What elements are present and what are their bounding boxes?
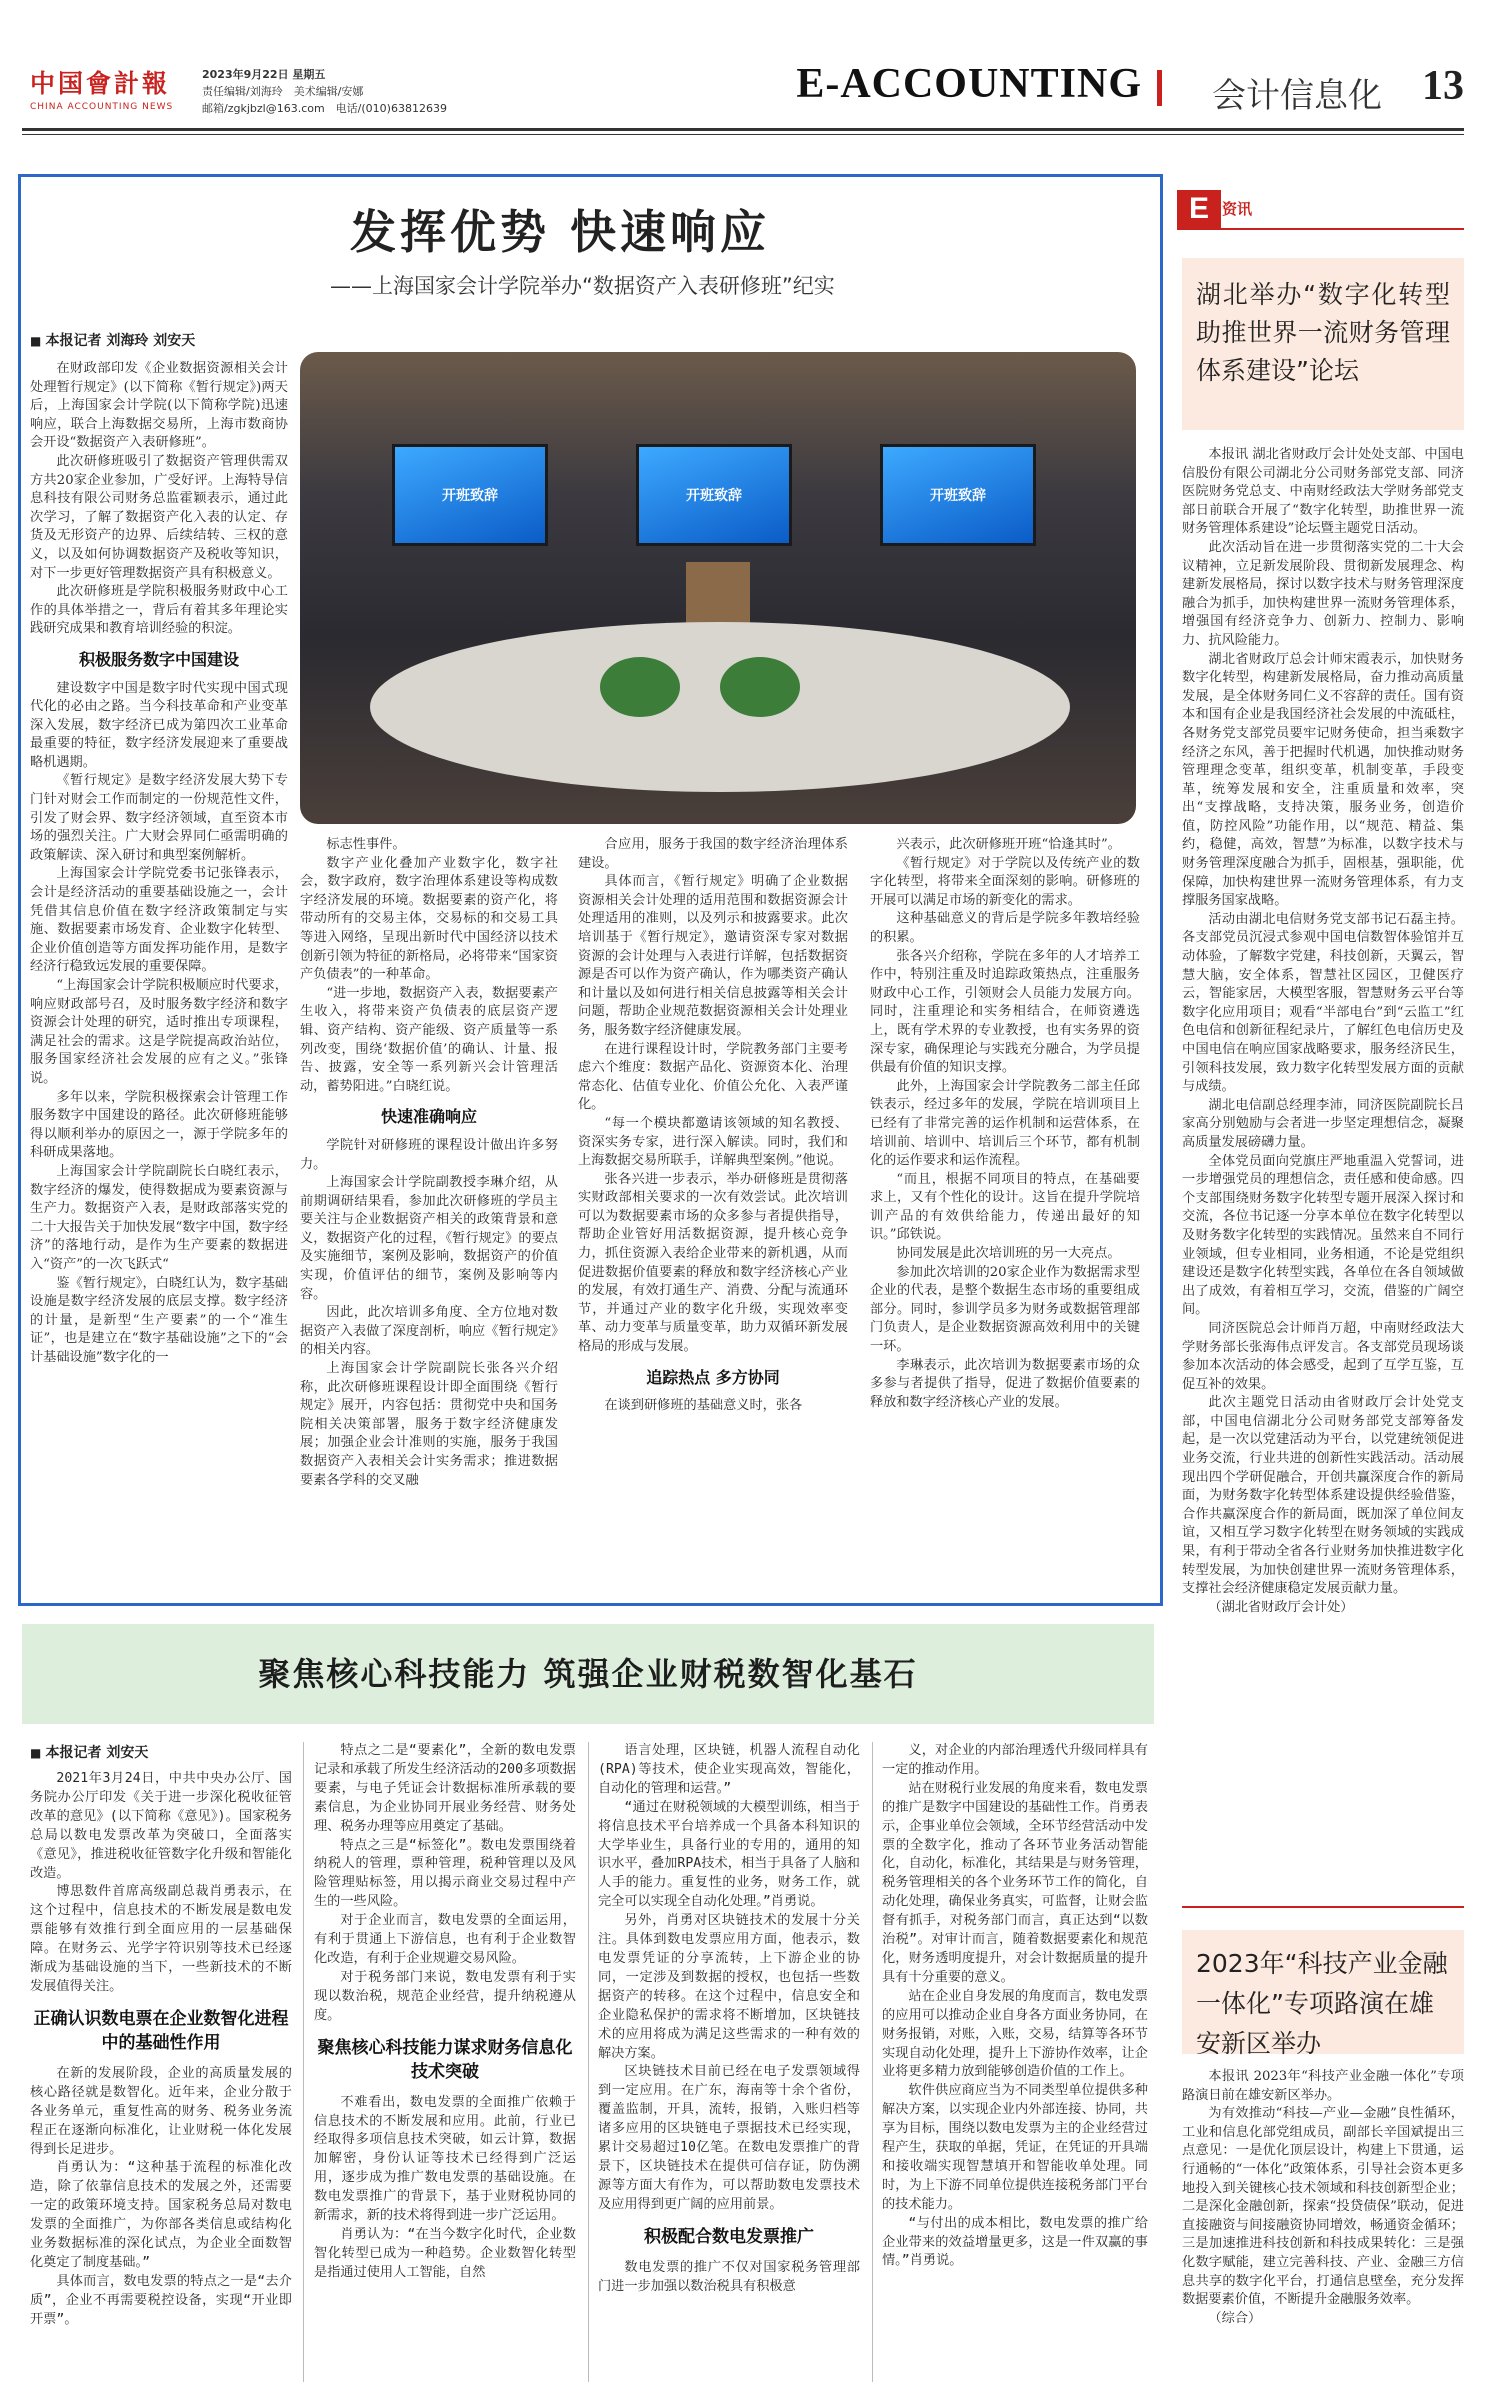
- article2-column-1: [30, 1770, 292, 2330]
- paragraph: 同济医院总会计师肖万超，中南财经政法大学财务部长张海伟点评发言。各支部党员现场谈参加本次活动的体会感受，起到了互学互鉴，互促互补的效果。: [1182, 1320, 1464, 1392]
- paragraph: 因此，此次培训多角度、全方位地对数据资产入表做了深度剖析，响应《暂行规定》的相关内容。: [300, 1305, 558, 1358]
- paragraph: 本报讯 2023年“科技产业金融一体化”专项路演日前在雄安新区举办。: [1182, 2069, 1464, 2103]
- article2-subhead-3: 积极配合数电发票推广: [644, 2226, 814, 2247]
- paragraph: 在新的发展阶段，企业的高质量发展的核心路径就是数智化。近年来，企业分散于各业务单元，重复性高的财务、税务业务流程正在逐渐向标准化，让业财税一体化发展得到长足进步。: [30, 2065, 292, 2157]
- paragraph: 在进行课程设计时，学院教务部门主要考虑六个维度：数据产品化、资源资本化、治理常态化、估值专业化、价值公允化、入表严谨化。: [578, 1041, 848, 1113]
- article1-subhead-1: 积极服务数字中国建设: [78, 649, 239, 669]
- photo-screen-text: 开班致辞: [686, 488, 742, 504]
- paragraph: 对于企业而言，数电发票的全面运用，有利于贯通上下游信息，也有利于企业数智化改造，有利于企业规避交易风险。: [314, 1913, 576, 1966]
- paragraph: 特点之三是“标签化”。数电发票围绕着纳税人的管理，票种管理，税种管理以及风险管理贴标签，用以揭示商业交易过程中产生的一些风险。: [314, 1837, 576, 1910]
- paragraph: 李琳表示，此次培训为数据要素市场的众多参与者提供了指导，促进了数据价值要素的释放和数字经济核心产业的发展。: [870, 1357, 1140, 1410]
- paragraph: 兴表示，此次研修班开班“恰逢其时”。: [896, 837, 1121, 852]
- sidebar-news1-paragraphs: [1182, 446, 1464, 1617]
- paragraph: 此外，上海国家会计学院教务二部主任邱铁表示，经过多年的发展，学院在培训项目上已经有了非常完善的运作机制和运营体系，在培训前、培训中、培训后三个环节，都有机制化的运作要求和运作流程。: [870, 1078, 1140, 1169]
- article2-byline: ■ 本报记者 刘安天: [30, 1742, 148, 1762]
- paragraph: “而且，根据不同项目的特点，在基础要求上，又有个性化的设计。这旨在提升学院培训产品的有效供给能力，传递出最好的知识。”邱铁说。: [870, 1171, 1140, 1243]
- paragraph: 合应用，服务于我国的数字经济治理体系建设。: [578, 837, 848, 871]
- paragraph: 站在企业自身发展的角度而言，数电发票的应用可以推动企业自身各方面业务协同，在财务报销，对账，入账，交易，结算等各环节实现自动化处理，提升上下游协作效率，让企业将更多精力放到能够创造价值的工作上。: [882, 1988, 1148, 2080]
- paragraph: 在财政部印发《企业数据资源相关会计处理暂行规定》(以下简称《暂行规定》)两天后，上海国家会计学院(以下简称学院)迅速响应，联合上海数据交易所，上海市数商协会开设“数据资产入表研修班”。: [30, 361, 288, 451]
- paragraph: 站在财税行业发展的角度来看，数电发票的推广是数字中国建设的基础性工作。肖勇表示，企事业单位会领域，全环节经营活动中发票的全数字化，推动了各环节业务活动智能化，自动化，标准化，其结果是与财务管理，税务管理相关的各个业务环节工作的简化，自动化处理，确保业务真实，可监督，让财会监督有抓手，对税务部门而言，真正达到“以数治税”。对审计而言，随着数据要素化和规范化，财务透明度提升，对会计数据质量的提升具有十分重要的意义。: [882, 1780, 1148, 1985]
- paragraph: 2021年3月24日，中共中央办公厅、国务院办公厅印发《关于进一步深化税收征管改革的意见》(以下简称《意见》)。国家税务总局以数电发票改革为突破口，全面落实《意见》，推进税收征管数字化升级和智能化改造。: [30, 1771, 292, 1881]
- article1-col2-paragraphs: [300, 836, 558, 1096]
- newspaper-logo-en: CHINA ACCOUNTING NEWS: [30, 102, 174, 112]
- paragraph: 上海国家会计学院副院长张各兴介绍称，此次研修班课程设计即全面围绕《暂行规定》展开，内容包括：贯彻党中央和国务院相关决策部署，服务于数字经济健康发展；加强企业会计准则的实施，服务于我国数据资产入表相关会计实务需求；推进数据要素各学科的交叉融: [300, 1361, 558, 1488]
- paragraph: 多年以来，学院积极探索会计管理工作服务数字中国建设的路径。此次研修班能够得以顺利举办的原因之一，源于学院多年的科研成果落地。: [30, 1089, 288, 1161]
- paragraph: “与付出的成本相比，数电发票的推广给企业带来的效益增量更多，这是一件双赢的事情。”肖勇说。: [882, 2215, 1148, 2269]
- paragraph: 具体而言，数电发票的特点之一是“去介质”，企业不再需要税控设备，实现“开业即开票”。: [30, 2273, 292, 2327]
- paragraph: “通过在财税领域的大模型训练，相当于将信息技术平台培养成一个具备本科知识的大学毕业生，具备行业的专用的，通用的知识水平，叠加RPA技术，相当于具备了人脑和人手的能力。重复性的业务，财务工作，就完全可以实现全自动化处理。”肖勇说。: [598, 1799, 860, 1910]
- masthead-rule: [22, 128, 1464, 131]
- paragraph: 张各兴介绍称，学院在多年的人才培养工作中，特别注重及时追踪政策热点，注重服务财政中心工作，引领财会人员能力发展方向。同时，注重理论和实务相结合，在师资遴选上，既有学术界的专业教授，也有实务界的资深专家，确保理论与实践充分融合，为学员提供最有价值的知识支撑。: [870, 948, 1140, 1076]
- article2-title-band: [22, 1624, 1154, 1724]
- masthead: [22, 60, 1464, 128]
- paragraph: 区块链技术目前已经在电子发票领域得到一定应用。在广东，海南等十余个省份，覆盖监制，开具，流转，报销，入账归档等诸多应用的区块链电子票据技术已经实现，累计交易超过10亿笔。在数电发票推广的背景下，区块链技术在提供可信存证，防伪溯源等方面大有作为，可以帮助数电发票技术及应用得到更广阔的应用前景。: [598, 2064, 860, 2212]
- paragraph: 义，对企业的内部治理透代升级同样具有一定的推动作用。: [882, 1743, 1148, 1777]
- article2-col1b-paragraphs: [30, 2065, 292, 2330]
- article1-col1b-paragraphs: [30, 680, 288, 1368]
- article2-col1-paragraphs: [30, 1770, 292, 1997]
- paragraph: 在谈到研修班的基础意义时，张各: [604, 1398, 803, 1414]
- paragraph: 上海国家会计学院副院长白晓红表示，数字经济的爆发，使得数据成为要素资源与生产力。数据资产入表，是财政部落实党的二十大报告关于加快发展“数字中国，数字经济”的落地行动，是作为生产要素的数据进入“资产”的一次飞跃式“: [30, 1163, 288, 1272]
- paragraph: 数字产业化叠加产业数字化，数字社会，数字政府，数字治理体系建设等构成数字经济发展的环境。数据要素的资产化，将带动所有的交易主体，交易标的和交易工具等进入网络，呈现出新时代中国经济以技术创新引领为特征的新格局，必将带来“国家资产负债表”的一种革命。: [300, 855, 558, 983]
- paragraph: 此次研修班是学院积极服务财政中心工作的具体举措之一，背后有着其多年理论实践研究成果和教育培训经验的积淀。: [30, 584, 288, 637]
- article1-col4-paragraphs: [870, 836, 1140, 1412]
- article1-column-2: [300, 836, 558, 1490]
- sidebar-news1-title: 湖北举办“数字化转型助推世界一流财务管理体系建设”论坛: [1196, 280, 1450, 385]
- editor-line: 责任编辑/刘海玲 美术编辑/安娜: [202, 85, 364, 98]
- paragraph: 为有效推动“科技—产业—金融”良性循环，工业和信息化部党组成员，副部长辛国斌提出三点意见：一是优化顶层设计，构建上下贯通，运行通畅的“一体化”政策体系，引导社会资本更多地投入到关键核心技术领域和科技创新型企业；二是深化金融创新，探索“投贷债保”联动，促进直接融资与间接融资协同增效，畅通资金循环；三是加速推进科技创新和科技成果转化：三是强化数字赋能，建立完善科技、产业、金融三方信息共享的数字化平台，打通信息壁垒，充分发挥数据要素价值，不断提升金融服务效率。: [1182, 2106, 1464, 2308]
- paragraph: 此次活动旨在进一步贯彻落实党的二十大会议精神，立足新发展阶段、贯彻新发展理念、构建新发展格局，探讨以数字技术与财务管理深度融合为抓手，加快构建世界一流财务管理体系，增强国有经济竞争力、创新力、控制力、影响力、抗风险能力。: [1182, 539, 1464, 648]
- page-number: 13: [1422, 63, 1464, 109]
- sidebar-news2-title: 2023年“科技产业金融一体化”专项路演在雄安新区举办: [1196, 1949, 1448, 2058]
- paragraph: 《暂行规定》是数字经济发展大势下专门针对财会工作而制定的一份规范性文件，引发了财会界、数字经济领域，直至资本市场的强烈关注。广大财会界同仁亟需明确的政策解读、深入研讨和典型案例解析。: [30, 773, 288, 863]
- news-tag-icon: E: [1177, 190, 1221, 228]
- sidebar-divider: [1182, 1906, 1464, 1908]
- article2-column-4: [882, 1742, 1148, 2271]
- paragraph: “每一个模块都邀请该领域的知名教授、资深实务专家，进行深入解读。同时，我们和上海数据交易所联手，详解典型案例。”他说。: [578, 1115, 848, 1169]
- photo-plants: [720, 657, 800, 717]
- paragraph: 全体党员面向党旗庄严地重温入党誓词，进一步增强党员的理想信念，责任感和使命感。四个支部围绕财务数字化转型专题开展深入探讨和交流，各位书记逐一分享本单位在数字化转型以及财务数字化转型的实践情况。虽然来自不同行业领域，但专业相同，业务相通，不论是党组织建设还是数字化转型实践，各单位在各自领域做出了成效，有着相互学习，交流，借鉴的广阔空间。: [1182, 1153, 1464, 1318]
- paragraph: 此次主题党日活动由省财政厅会计处党支部，中国电信湖北分公司财务部党支部筹备发起，是一次以党建活动为平台，以党建统领促进业务交流，行业共进的创新性实践活动。活动展现出四个学研促融合，开创共赢深度合作的新局面，为财务数字化转型体系建设提供经验借鉴，合作共赢深度合作的新局面，既加深了单位间友谊，又相互学习数字化转型在财务领域的实践成果，有利于带动全省各行业财务加快推进数字化转型发展，为加快创建世界一流财务管理体系，支撑社会经济健康稳定发展贡献力量。: [1182, 1395, 1464, 1597]
- paragraph: 协同发展是此次培训班的另一大亮点。: [896, 1246, 1121, 1262]
- article2-subhead-2: 聚焦核心科技能力谋求财务信息化技术突破: [317, 2037, 573, 2082]
- sidebar-news2-body: [1182, 2068, 1464, 2328]
- article1-col1-paragraphs: [30, 360, 288, 639]
- article2-title: 聚焦核心科技能力 筑强企业财税数智化基石: [258, 1655, 918, 1693]
- paragraph: 《暂行规定》对于学院以及传统产业的数字化转型，将带来全面深刻的影响。研修班的开展可以满足市场的新变化的需求。: [870, 855, 1140, 908]
- paragraph: 这种基础意义的背后是学院多年教培经验的积累。: [870, 911, 1140, 945]
- photo-screen-right: [880, 444, 1036, 546]
- sidebar-news2-title-box: [1182, 1930, 1464, 2058]
- paragraph: “上海国家会计学院积极顺应时代要求，响应财政部号召，及时服务数字经济和数字资源会计处理的研究，适时推出专项课程，满足社会的需求。这是学院提高政治站位，服务国家经济社会发展的应有之义。”张锋说。: [30, 978, 288, 1086]
- article2-subhead-1: 正确认识数电票在企业数智化进程中的基础性作用: [33, 2008, 289, 2053]
- paragraph: 特点之二是“要素化”，全新的数电发票记录和承载了所发生经济活动的200多项数据要素，与电子凭证会计数据标准所承载的要素信息，为企业协同开展业务经营、财务处理、税务办理等应用奠定了基础。: [314, 1743, 576, 1834]
- paragraph: 上海国家会计学院党委书记张锋表示，会计是经济活动的重要基础设施之一，会计凭借其信息价值在数字经济政策制定与实施、数据要素市场发育、企业数字化转型、企业价值创造等方面发挥功能作用，是数字经济行稳致远发展的重要保障。: [30, 866, 288, 975]
- article2-col3-paragraphs: [598, 1742, 860, 2215]
- article2-column-2: [314, 1742, 576, 2283]
- sidebar-news2-paragraphs: [1182, 2068, 1464, 2328]
- news-tag-label: 资讯: [1222, 200, 1253, 218]
- paragraph: 具体而言，《暂行规定》明确了企业数据资源相关会计处理的适用范围和数据资源会计处理适用的准则，以及列示和披露要求。此次培训基于《暂行规定》，邀请资深专家对数据资源的会计处理与入表进行详解，包括数据资源是否可以作为资产确认，作为哪类资产确认和计量以及如何进行相关信息披露等相关会计问题，帮助企业规范数据资源相关会计处理业务，服务数字经济健康发展。: [578, 874, 848, 1038]
- paragraph: 张各兴进一步表示，举办研修班是贯彻落实财政部相关要求的一次有效尝试。此次培训可以为数据要素市场的众多参与者提供指导，帮助企业管好用活数据资源，提升核心竞争力，抓住资源入表给企业带来的新机遇，从而促进数据价值要素的释放和数字经济核心产业的发展，有效打通生产、消费、分配与流通环节，并通过产业的数字化升级，实现效率变革、动力变革与质量变革，助力双循环新发展格局的形成与发展。: [578, 1171, 848, 1355]
- photo-screen-center: [636, 444, 792, 546]
- paragraph: 本报讯 湖北省财政厅会计处处支部、中国电信股份有限公司湖北分公司财务部党支部、同济医院财务党总支、中南财经政法大学财务部党支部日前联合开展了“数字化转型，助推世界一流财务管理体系建设”论坛暨主题党日活动。: [1182, 447, 1464, 537]
- section-divider: [1157, 70, 1162, 106]
- paragraph: 博思数件首席高级副总裁肖勇表示，在这个过程中，信息技术的不断发展是数电发票能够有效推行到全面应用的一层基础保障。在财务云、光学字符识别等技术已经逐渐成为基础设施的当下，一些新技术的不断发展值得关注。: [30, 1884, 292, 1994]
- article2-col3b-paragraphs: [598, 2259, 860, 2297]
- article2-column-3: [598, 1742, 860, 2296]
- paragraph: 学院针对研修班的课程设计做出许多努力。: [300, 1137, 558, 1172]
- masthead-rule-thin: [22, 134, 1464, 135]
- photo-screen-left: [392, 444, 548, 546]
- article1-subhead-2: 快速准确响应: [380, 1107, 477, 1127]
- photo-screen-text: 开班致辞: [930, 488, 986, 504]
- paragraph: 鉴《暂行规定》，白晓红认为，数字基础设施是数字经济发展的底层支撑。数字经济的计量，是新型“生产要素”的一个“准生证”，也是建立在“数字基础设施”之下的“会计基础设施”数字化的一: [30, 1275, 288, 1365]
- issue-date: 2023年9月22日 星期五: [202, 68, 326, 81]
- article2-col2b-paragraphs: [314, 2094, 576, 2283]
- article1-col3-paragraphs: [578, 836, 848, 1357]
- article2-col2-paragraphs: [314, 1742, 576, 2026]
- paragraph: 上海国家会计学院副教授李琳介绍，从前期调研结果看，参加此次研修班的学员主要关注与企业数据资产相关的政策背景和意义，数据资产化的过程，《暂行规定》的要点及实施细节，案例及影响，数据资产的价值实现，价值评估的细节，案例及影响等内容。: [300, 1175, 558, 1302]
- paragraph: 软件供应商应当为不同类型单位提供多种解决方案，以实现企业内外部连接、协同，共享为目标，围绕以数电发票为主的企业经营过程产生，获取的单据，凭证，在凭证的开具端和接收端实现智慧填开和智能收单处理。同时，为上下游不同单位提供连接税务部门平台的技术能力。: [882, 2083, 1148, 2212]
- paragraph: “进一步地，数据资产入表，数据要素产生收入，将带来资产负债表的底层资产逻辑、资产结构、资产能级、资产质量等一系列改变，围绕‘数据价值’的确认、计量、报告、披露，安全等一系列新兴会计管理活动，蓄势阳进。”白晓红说。: [300, 985, 558, 1094]
- paragraph: 活动由湖北电信财务党支部书记石磊主持。各支部党员沉浸式参观中国电信数智体验馆并互动体验，了解数字党建，科技创新，天翼云，智慧大脑，安全体系，智慧社区园区，卫健医疗云，智能家居，大模型客服，智慧财务云平台等数字化应用项目；观看“半部电台”到“云监工”红色电信和创新征程纪录片，了解红色电信历史及中国电信在响应国家战略要求，服务经济民生，引领科技发展，致力数字化转型发展方面的贡献与成绩。: [1182, 911, 1464, 1095]
- paragraph: 另外，肖勇对区块链技术的发展十分关注。具体到数电发票应用方面，他表示，数电发票凭证的分享流转，上下游企业的协同，一定涉及到数据的授权，也包括一些数据资产的转移。在这个过程中，信息安全和企业隐私保护的需求将不断增加，区块链技术的应用将成为满足这些需求的一种有效的解决方案。: [598, 1913, 860, 2061]
- paragraph: 不难看出，数电发票的全面推广依赖于信息技术的不断发展和应用。此前，行业已经取得多项信息技术突破，如云计算，数据加解密，身份认证等技术已经得到广泛运用，逐步成为推广数电发票的基础设施。在数电发票推广的背景下，基于业财税协同的新需求，新的技术将得到进一步广泛运用。: [314, 2094, 576, 2224]
- article1-column-3: [578, 836, 848, 1416]
- paragraph: 肖勇认为：“在当今数字化时代，企业数智化转型已成为一种趋势。企业数智化转型是指通过使用人工智能，自然: [314, 2226, 576, 2280]
- sidebar-news1-body: [1182, 446, 1464, 1617]
- paragraph: （湖北省财政厅会计处）: [1208, 1599, 1354, 1615]
- section-title-cn: 会计信息化: [1212, 76, 1382, 116]
- paragraph: 标志性事件。: [326, 837, 406, 852]
- paragraph: 湖北电信副总经理李沛，同济医院副院长吕家高分别勉励与会者进一步坚定理想信念，凝聚高质量发展磅礴力量。: [1182, 1097, 1464, 1150]
- article-byline: ■ 本报记者 刘海玲 刘安天: [30, 330, 195, 350]
- paragraph: 数电发票的推广不仅对国家税务管理部门进一步加强以数治税具有积极意: [598, 2259, 860, 2294]
- section-title-en: E-ACCOUNTING: [796, 61, 1142, 107]
- article-title: 发挥优势 快速响应: [350, 205, 771, 259]
- article-subtitle: ——上海国家会计学院举办“数据资产入表研修班”纪实: [330, 274, 835, 298]
- sidebar-rule: [1177, 228, 1464, 230]
- photo-conference-table: [370, 622, 1070, 792]
- article1-col2b-paragraphs: [300, 1137, 558, 1490]
- article1-subhead-3: 追踪热点 多方协同: [646, 1367, 780, 1387]
- sidebar-news1-title-box: [1182, 258, 1464, 430]
- column-rule: [872, 1742, 873, 2382]
- column-rule: [303, 1742, 304, 2382]
- column-rule: [588, 1742, 589, 2382]
- photo-plants: [600, 657, 680, 717]
- article2-col4-paragraphs: [882, 1742, 1148, 2271]
- issue-info: [202, 66, 447, 117]
- paragraph: 对于税务部门来说，数电发票有利于实现以数治税，规范企业经营，提升纳税遵从度。: [314, 1969, 576, 2023]
- paragraph: 建设数字中国是数字时代实现中国式现代化的必由之路。当今科技革命和产业变革深入发展，数字经济已成为第四次工业革命最重要的特征，数字经济发展迎来了重要战略机遇期。: [30, 680, 288, 770]
- paragraph: 语言处理，区块链，机器人流程自动化(RPA)等技术，使企业实现高效，智能化，自动化的管理和运营。”: [598, 1743, 860, 1796]
- article1-column-4: [870, 836, 1140, 1412]
- article-photo: [300, 352, 1136, 824]
- paragraph: 湖北省财政厅总会计师宋霞表示，加快财务数字化转型，构建新发展格局，奋力推动高质量发展，是全体财务同仁义不容辞的责任。国有资本和国有企业是我国经济社会发展的中流砥柱，各财务党支部党员要牢记财务使命，担当乘数字经济之东风，善于把握时代机遇，加快推动财务管理理念变革，组织变革，机制变革，手段变革，统筹发展和安全，注重质量和效率，突出“支撑战略，支持决策，服务业务，创造价值，防控风险”功能作用，以“规范、精益、集约，稳健，高效，智慧”为标准，以数字技术与财务管理深度融合为抓手，固根基，强职能，优保障，加快构建世界一流财务管理体系，有力支撑服务国家战略。: [1182, 651, 1464, 909]
- photo-screen-text: 开班致辞: [442, 488, 498, 504]
- article1-col3b-paragraphs: [578, 1397, 848, 1416]
- paragraph: 参加此次培训的20家企业作为数据需求型企业的代表，是整个数据生态市场的重要组成部分。同时，参训学员多为财务或数据管理部门负责人，是企业数据资源高效利用中的关键一环。: [870, 1264, 1140, 1355]
- paragraph: （综合）: [1208, 2310, 1262, 2326]
- paragraph: 此次研修班吸引了数据资产管理供需双方共20家企业参加，广受好评。上海特导信息科技有限公司财务总监霍颖表示，通过此次学习，了解了数据资产化入表的认定、存货及无形资产的边界、后续结转、三权的意义，以及如何协调数据资产及税收等知识，对下一步更好管理数据资产具有积极意义。: [30, 453, 288, 581]
- paragraph: 肖勇认为：“这种基于流程的标准化改造，除了依靠信息技术的发展之外，还需要一定的政策环境支持。国家税务总局对数电发票的全面推广，为你部各类信息或结构化业务数据标准的深化试点，为企业全面数智化奠定了制度基础。”: [30, 2160, 292, 2270]
- contact-line: 邮箱/zgkjbzl@163.com 电话/(010)63812639: [202, 102, 447, 115]
- newspaper-logo: 中国會計報: [30, 69, 171, 98]
- article1-column-1: [30, 360, 288, 1367]
